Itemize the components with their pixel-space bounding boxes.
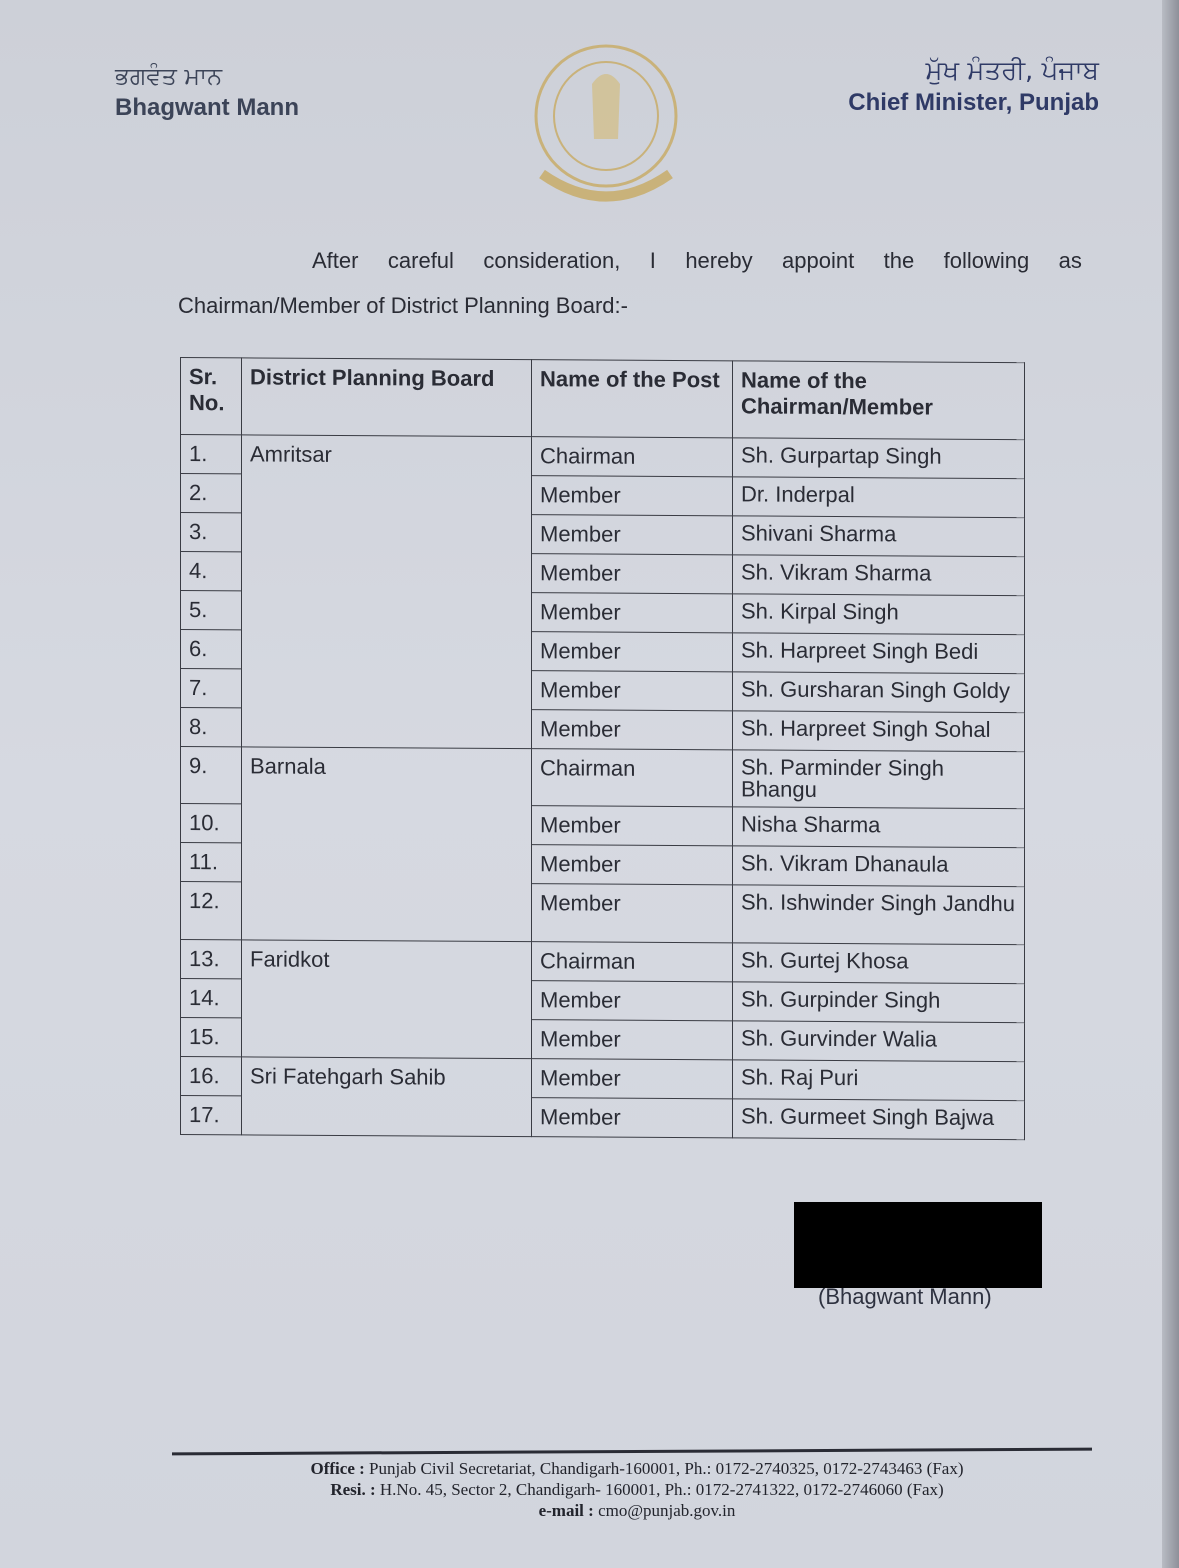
member-name-cell: Sh. Vikram Sharma (733, 555, 1025, 596)
sr-no-cell: 16. (181, 1057, 242, 1096)
member-name-cell: Sh. Vikram Dhanaula (733, 846, 1025, 887)
member-name-cell: Sh. Gurmeet Singh Bajwa (733, 1099, 1025, 1140)
intro-word: the (883, 248, 915, 273)
sr-no-cell: 2. (181, 474, 242, 513)
sender-name: Bhagwant Mann (115, 94, 299, 121)
header-district: District Planning Board (242, 358, 532, 437)
post-cell: Member (532, 1059, 733, 1099)
district-cell: Faridkot (242, 940, 532, 1059)
member-name-cell: Sh. Kirpal Singh (733, 594, 1025, 635)
member-name-cell: Shivani Sharma (733, 516, 1025, 557)
header-post: Name of the Post (532, 360, 733, 438)
appointments-table (180, 357, 1025, 1140)
intro-word: I (649, 248, 656, 273)
member-name-cell: Sh. Harpreet Singh Sohal (733, 711, 1025, 752)
table-header-row (181, 358, 1025, 440)
member-name-cell: Sh. Parminder Singh Bhangu (733, 750, 1025, 809)
post-cell: Member (532, 710, 733, 750)
sr-no-cell: 13. (181, 940, 242, 979)
office-title-punjabi: ਮੁੱਖ ਮੰਤਰੀ, ਪੰਜਾਬ (925, 56, 1099, 86)
sr-no-cell: 17. (181, 1096, 242, 1135)
sr-no-cell: 1. (181, 435, 242, 474)
sr-no-cell: 15. (181, 1018, 242, 1057)
post-cell: Member (532, 1020, 733, 1060)
footer-residence: Resi. : H.No. 45, Sector 2, Chandigarh- 160001, Ph.: 0172-2741322, 0172-2746060 (Fax) (330, 1480, 944, 1499)
sr-no-cell: 14. (181, 979, 242, 1018)
sr-no-cell: 11. (181, 843, 242, 882)
sr-no-cell: 12. (181, 882, 242, 940)
sr-no-cell: 3. (181, 513, 242, 552)
sr-no-cell: 8. (181, 708, 242, 747)
sr-no-cell: 6. (181, 630, 242, 669)
post-cell: Member (532, 884, 733, 943)
member-name-cell: Dr. Inderpal (733, 477, 1025, 518)
member-name-cell: Sh. Raj Puri (733, 1060, 1025, 1101)
table-row (181, 747, 1025, 809)
emblem-seal-icon (532, 44, 680, 214)
table-row (181, 940, 1025, 984)
member-name-cell: Sh. Gurpartap Singh (733, 438, 1025, 479)
post-cell: Member (532, 632, 733, 672)
member-name-cell: Nisha Sharma (733, 807, 1025, 848)
post-cell: Member (532, 593, 733, 633)
post-cell: Member (532, 806, 733, 846)
intro-paragraph-line2: Chairman/Member of District Planning Board:- (178, 293, 628, 318)
member-name-cell: Sh. Gurtej Khosa (733, 943, 1025, 984)
signatory-name: (Bhagwant Mann) (818, 1284, 992, 1309)
intro-paragraph-line1 (312, 248, 1082, 274)
member-name-cell: Sh. Ishwinder Singh Jandhu (733, 885, 1025, 945)
post-cell: Member (532, 981, 733, 1021)
post-cell: Member (532, 476, 733, 516)
post-cell: Member (532, 845, 733, 885)
district-cell: Amritsar (242, 435, 532, 749)
post-cell: Member (532, 515, 733, 555)
post-cell: Chairman (532, 437, 733, 477)
district-cell: Barnala (242, 747, 532, 942)
header-name: Name of the Chairman/Member (733, 361, 1025, 440)
member-name-cell: Sh. Gurvinder Walia (733, 1021, 1025, 1062)
intro-word: as (1058, 248, 1082, 273)
header-sr-no: Sr. No. (181, 358, 242, 435)
sr-no-cell: 4. (181, 552, 242, 591)
district-cell: Sri Fatehgarh Sahib (242, 1057, 532, 1137)
member-name-cell: Sh. Gurpinder Singh (733, 982, 1025, 1023)
footer (172, 1458, 1102, 1521)
office-title: Chief Minister, Punjab (848, 89, 1099, 116)
intro-word: appoint (782, 248, 855, 273)
page-edge (1162, 0, 1179, 1568)
post-cell: Member (532, 1098, 733, 1138)
intro-word: consideration, (483, 248, 621, 273)
post-cell: Member (532, 671, 733, 711)
post-cell: Chairman (532, 749, 733, 807)
office-title-block (848, 56, 1099, 117)
table-row (181, 435, 1025, 479)
sender-block (115, 62, 299, 122)
sr-no-cell: 10. (181, 804, 242, 843)
intro-word: careful (387, 248, 454, 273)
member-name-cell: Sh. Gursharan Singh Goldy (733, 672, 1025, 713)
post-cell: Member (532, 554, 733, 594)
table-row (181, 1057, 1025, 1101)
intro-word: following (943, 248, 1030, 273)
member-name-cell: Sh. Harpreet Singh Bedi (733, 633, 1025, 674)
footer-office: Office : Punjab Civil Secretariat, Chandigarh-160001, Ph.: 0172-2740325, 0172-2743463 (Fax) (310, 1459, 964, 1478)
intro-word: hereby (685, 248, 753, 273)
sr-no-cell: 5. (181, 591, 242, 630)
sender-name-punjabi: ਭਗਵੰਤ ਮਾਨ (115, 62, 223, 90)
intro-word: After (312, 248, 359, 273)
sr-no-cell: 9. (181, 747, 242, 804)
sr-no-cell: 7. (181, 669, 242, 708)
redacted-signature (794, 1202, 1042, 1288)
post-cell: Chairman (532, 942, 733, 982)
footer-email: e-mail : cmo@punjab.gov.in (538, 1501, 736, 1520)
